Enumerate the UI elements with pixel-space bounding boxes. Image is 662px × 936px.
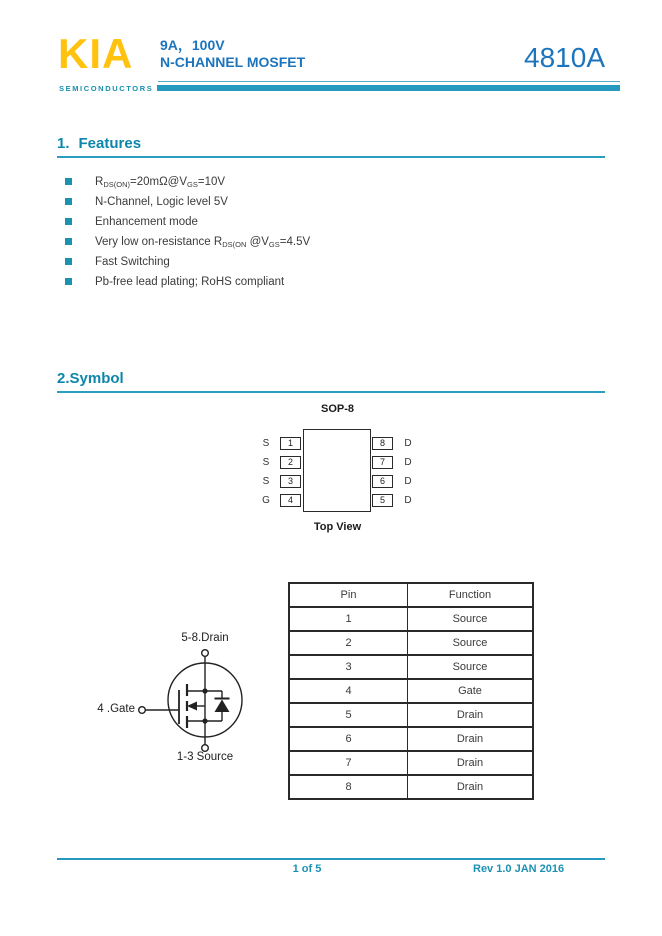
feature-item: [65, 272, 310, 292]
product-summary: [160, 37, 305, 71]
features-heading-number: 1.: [57, 135, 70, 152]
pin-function-letter: D: [404, 476, 412, 487]
table-cell: 6: [289, 727, 408, 751]
features-list: [65, 172, 310, 292]
table-header-cell: Function: [408, 583, 534, 607]
table-cell: 4: [289, 679, 408, 703]
pin-function-letter: D: [404, 457, 412, 468]
pin-row: [260, 472, 301, 491]
table-cell: 5: [289, 703, 408, 727]
package-left-pins: [260, 434, 301, 510]
pin-function-letter: S: [262, 476, 270, 487]
mosfet-symbol-drawing: [130, 640, 260, 765]
feature-text: $R_{DS(ON)}=20m\Omega@V_{GS}=10V$: [95, 176, 226, 189]
mosfet-gate-label: 4 .Gate: [97, 703, 135, 715]
bullet-square-icon: [65, 178, 72, 185]
table-row: [289, 751, 533, 775]
feature-item: [65, 232, 310, 252]
symbol-heading: 2.Symbol: [57, 369, 605, 393]
table-row: [289, 631, 533, 655]
table-cell: Drain: [408, 775, 534, 799]
brand-logo-subtext: SEMICONDUCTORS: [59, 84, 154, 93]
pin-number-box: 3: [280, 475, 301, 488]
feature-item: [65, 172, 310, 192]
table-row: [289, 655, 533, 679]
pin-row: [260, 491, 301, 510]
pin-number-box: 5: [372, 494, 393, 507]
package-title: SOP-8: [320, 403, 354, 415]
footer-revision: Rev 1.0 JAN 2016: [473, 863, 565, 875]
table-cell: Gate: [408, 679, 534, 703]
brand-logo: KIA: [58, 30, 134, 77]
table-row: [289, 703, 533, 727]
pin-function-table: [288, 582, 534, 800]
table-cell: Drain: [408, 727, 534, 751]
feature-text: N-Channel, Logic level 5V: [95, 196, 228, 208]
mosfet-source-label: 1-3 Source: [176, 751, 234, 763]
table-row: [289, 775, 533, 799]
pin-function-letter: S: [262, 438, 270, 449]
mosfet-drain-label: 5-8.Drain: [181, 632, 229, 644]
table-cell: Source: [408, 607, 534, 631]
pin-number-box: 7: [372, 456, 393, 469]
pin-row: [372, 491, 414, 510]
feature-text: Fast Switching: [95, 256, 170, 268]
footer-page-number: 1 of 5: [292, 863, 322, 875]
pin-number-box: 4: [280, 494, 301, 507]
part-number: 4810A: [524, 42, 605, 73]
table-cell: 1: [289, 607, 408, 631]
pin-function-letter: S: [262, 457, 270, 468]
table-cell: 3: [289, 655, 408, 679]
feature-item: [65, 252, 310, 272]
pin-row: [260, 453, 301, 472]
table-row: [289, 727, 533, 751]
table-header-row: [289, 583, 533, 607]
table-cell: 8: [289, 775, 408, 799]
bullet-square-icon: [65, 258, 72, 265]
bullet-square-icon: [65, 278, 72, 285]
table-cell: 2: [289, 631, 408, 655]
table-cell: 7: [289, 751, 408, 775]
pin-row: [372, 472, 414, 491]
feature-text: Pb-free lead plating; RoHS compliant: [95, 276, 285, 288]
package-caption: Top View: [313, 521, 362, 533]
feature-text: Very low on-resistance $R_{DS(ON}$ $@V_{GS}=4.5V$: [95, 236, 311, 249]
pin-number-box: 2: [280, 456, 301, 469]
table-cell: Source: [408, 655, 534, 679]
header-rule-thick: [157, 85, 620, 91]
table-cell: Source: [408, 631, 534, 655]
pin-row: [372, 434, 414, 453]
pin-function-letter: G: [262, 495, 270, 506]
pin-number-box: 8: [372, 437, 393, 450]
bullet-square-icon: [65, 238, 72, 245]
pin-number-box: 1: [280, 437, 301, 450]
pin-row: [372, 453, 414, 472]
package-right-pins: [372, 434, 414, 510]
header-rule-thin: [158, 81, 620, 82]
pin-function-letter: D: [404, 495, 412, 506]
bullet-square-icon: [65, 198, 72, 205]
table-row: [289, 607, 533, 631]
table-row: [289, 679, 533, 703]
table-header-cell: Pin: [289, 583, 408, 607]
feature-item: [65, 192, 310, 212]
feature-item: [65, 212, 310, 232]
bullet-square-icon: [65, 218, 72, 225]
footer-rule: [57, 858, 605, 860]
package-body-outline: [303, 429, 371, 512]
features-heading: [57, 134, 605, 158]
table-cell: Drain: [408, 751, 534, 775]
product-rating-line: 9A，100V: [160, 37, 225, 53]
product-type-line: N-CHANNEL MOSFET: [160, 54, 306, 70]
pin-row: [260, 434, 301, 453]
table-cell: Drain: [408, 703, 534, 727]
feature-text: Enhancement mode: [95, 216, 198, 228]
pin-function-letter: D: [404, 438, 412, 449]
features-heading-title: Features: [78, 135, 142, 152]
pin-number-box: 6: [372, 475, 393, 488]
